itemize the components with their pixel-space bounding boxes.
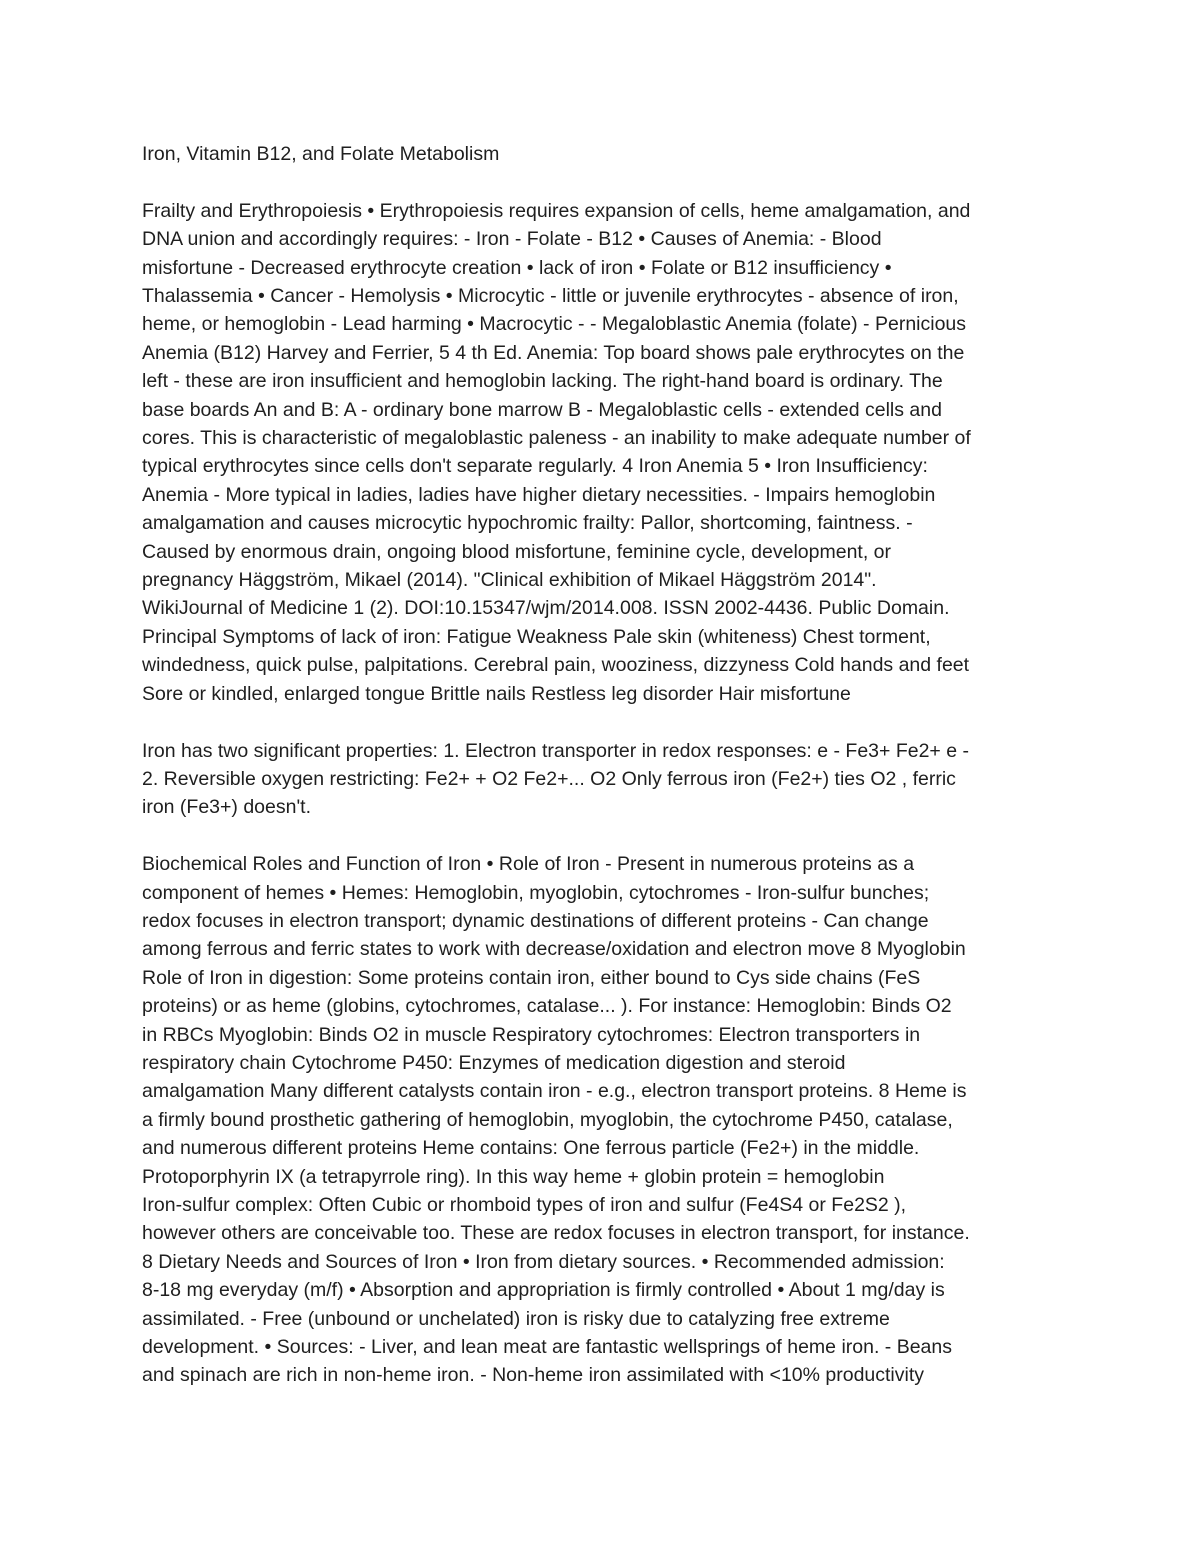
text-line: in RBCs Myoglobin: Binds O2 in muscle Respiratory cytochromes: Electron transporters in [142, 1023, 921, 1046]
text-line: Principal Symptoms of lack of iron: Fatigue Weakness Pale skin (whiteness) Chest torment, [142, 625, 931, 648]
text-line: among ferrous and ferric states to work with decrease/oxidation and electron move 8 Myoglobin [142, 938, 966, 961]
text-line: redox focuses in electron transport; dynamic destinations of different proteins - Can change [142, 909, 929, 932]
paragraph [142, 737, 1064, 822]
text-line: Role of Iron in digestion: Some proteins contain iron, either bound to Cys side chains (FeS [142, 966, 921, 989]
text-line: cores. This is characteristic of megaloblastic paleness - an inability to make adequate number of [142, 427, 971, 450]
text-line: DNA union and accordingly requires: - Iron - Folate - B12 • Causes of Anemia: - Blood [142, 228, 882, 251]
text-line: Iron has two significant properties: 1. Electron transporter in redox responses: e - Fe3+ Fe2+ e - [142, 739, 969, 762]
text-line: assimilated. - Free (unbound or unchelated) iron is risky due to catalyzing free extreme [142, 1307, 890, 1330]
text-line: respiratory chain Cytochrome P450: Enzymes of medication digestion and steroid [142, 1051, 846, 1074]
text-line: Thalassemia • Cancer - Hemolysis • Microcytic - little or juvenile erythrocytes - absence of iron, [142, 285, 959, 308]
text-line: Protoporphyrin IX (a tetrapyrrole ring). In this way heme + globin protein = hemoglobin [142, 1165, 885, 1188]
text-line: and numerous different proteins Heme contains: One ferrous particle (Fe2+) in the middle. [142, 1137, 920, 1160]
text-line: pregnancy Häggström, Mikael (2014). "Clinical exhibition of Mikael Häggström 2014". [142, 569, 877, 592]
document-page [142, 140, 1064, 1390]
text-line: heme, or hemoglobin - Lead harming • Macrocytic - - Megaloblastic Anemia (folate) - Pernicious [142, 313, 967, 336]
text-line: WikiJournal of Medicine 1 (2). DOI:10.15347/wjm/2014.008. ISSN 2002-4436. Public Domain. [142, 597, 950, 620]
text-line: amalgamation Many different catalysts contain iron - e.g., electron transport proteins. 8 Heme is [142, 1080, 967, 1103]
text-line: Sore or kindled, enlarged tongue Brittle nails Restless leg disorder Hair misfortune [142, 682, 851, 705]
text-line: Frailty and Erythropoiesis • Erythropoiesis requires expansion of cells, heme amalgamation, and [142, 199, 971, 222]
text-line: however others are conceivable too. These are redox focuses in electron transport, for instance. [142, 1222, 970, 1245]
text-line: Caused by enormous drain, ongoing blood misfortune, feminine cycle, development, or [142, 540, 892, 563]
text-line: misfortune - Decreased erythrocyte creation • lack of iron • Folate or B12 insufficiency • [142, 256, 892, 279]
text-line: and spinach are rich in non-heme iron. - Non-heme iron assimilated with <10% productivity [142, 1364, 925, 1387]
text-line: typical erythrocytes since cells don't separate regularly. 4 Iron Anemia 5 • Iron Insufficiency: [142, 455, 928, 478]
text-line: 2. Reversible oxygen restricting: Fe2+ + O2 Fe2+... O2 Only ferrous iron (Fe2+) ties O2 , ferric [142, 767, 956, 790]
text-line: base boards An and B: A - ordinary bone marrow B - Megaloblastic cells - extended cells and [142, 398, 942, 421]
text-line: Iron-sulfur complex: Often Cubic or rhomboid types of iron and sulfur (Fe4S4 or Fe2S2 ), [142, 1193, 907, 1216]
document-title: Iron, Vitamin B12, and Folate Metabolism [142, 143, 500, 165]
text-line: component of hemes • Hemes: Hemoglobin, myoglobin, cytochromes - Iron-sulfur bunches; [142, 881, 930, 904]
text-line: 8-18 mg everyday (m/f) • Absorption and appropriation is firmly controlled • About 1 mg/day is [142, 1279, 945, 1302]
text-line: Anemia - More typical in ladies, ladies have higher dietary necessities. - Impairs hemoglobin [142, 483, 936, 506]
text-line: Anemia (B12) Harvey and Ferrier, 5 4 th Ed. Anemia: Top board shows pale erythrocytes on the [142, 341, 965, 364]
text-line: development. • Sources: - Liver, and lean meat are fantastic wellsprings of heme iron. - Beans [142, 1336, 952, 1359]
text-line: 8 Dietary Needs and Sources of Iron • Iron from dietary sources. • Recommended admission: [142, 1250, 945, 1273]
paragraph [142, 850, 1064, 1390]
text-line: left - these are iron insufficient and hemoglobin lacking. The right-hand board is ordinary. The [142, 370, 943, 393]
text-line: proteins) or as heme (globins, cytochromes, catalase... ). For instance: Hemoglobin: Binds O2 [142, 995, 952, 1018]
document-body [142, 197, 1064, 1390]
paragraph [142, 197, 1064, 708]
text-line: windedness, quick pulse, palpitations. Cerebral pain, wooziness, dizzyness Cold hands and feet [142, 654, 970, 677]
text-line: iron (Fe3+) doesn't. [142, 796, 312, 819]
text-line: a firmly bound prosthetic gathering of hemoglobin, myoglobin, the cytochrome P450, catalase, [142, 1108, 953, 1131]
text-line: amalgamation and causes microcytic hypochromic frailty: Pallor, shortcoming, faintness. - [142, 512, 913, 535]
text-line: Biochemical Roles and Function of Iron • Role of Iron - Present in numerous proteins as a [142, 853, 915, 876]
